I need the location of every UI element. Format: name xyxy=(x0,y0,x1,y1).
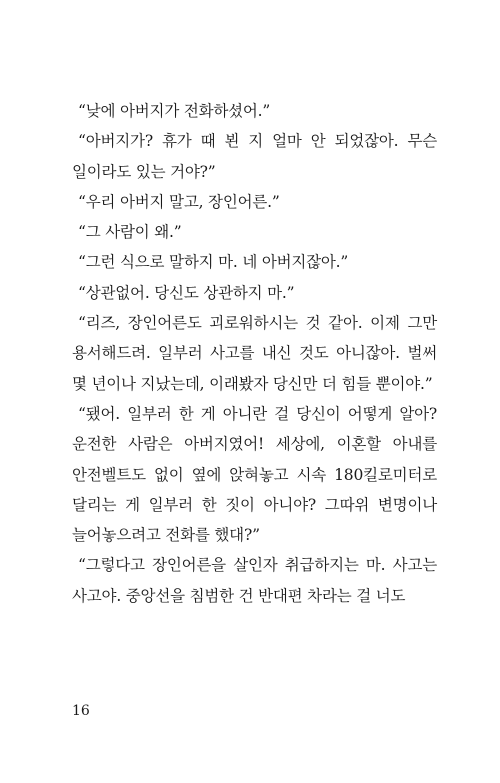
paragraph: “리즈, 장인어른도 괴로워하시는 것 같아. 이제 그만 용서해드려. 일부러 사고를 내신 것도 아니잖아. 벌써 몇 년이나 지났는데, 이래봤자 당신만 더 힘들 뿐이야.” xyxy=(72,314,437,393)
paragraph: “우리 아버지 말고, 장인어른.” xyxy=(78,192,280,211)
paragraph: “됐어. 일부러 한 게 아니란 걸 당신이 어떻게 알아? 운전한 사람은 아버지였어! 세상에, 이혼할 아내를 안전벨트도 없이 옆에 앉혀놓고 시속 180킬로미터로 달리는 게 일부러 한 짓이 아니야? 그따위 변명이나 늘어놓으려고 전화를 했대?” xyxy=(72,404,437,545)
paragraph: “아버지가? 휴가 때 뵌 지 얼마 안 되었잖아. 무슨 일이라도 있는 거야?” xyxy=(72,132,437,181)
paragraph: “상관없어. 당신도 상관하지 마.” xyxy=(78,283,295,302)
paragraph: “그 사람이 왜.” xyxy=(78,223,182,242)
page-number: 16 xyxy=(72,703,90,719)
paragraph: “그렇다고 장인어른을 살인자 취급하지는 마. 사고는 사고야. 중앙선을 침범한 건 반대편 차라는 걸 너도 xyxy=(72,556,437,605)
paragraph: “그런 식으로 말하지 마. 네 아버지잖아.” xyxy=(78,253,349,272)
paragraph: “낮에 아버지가 전화하셨어.” xyxy=(78,102,271,120)
body-text xyxy=(72,96,437,611)
